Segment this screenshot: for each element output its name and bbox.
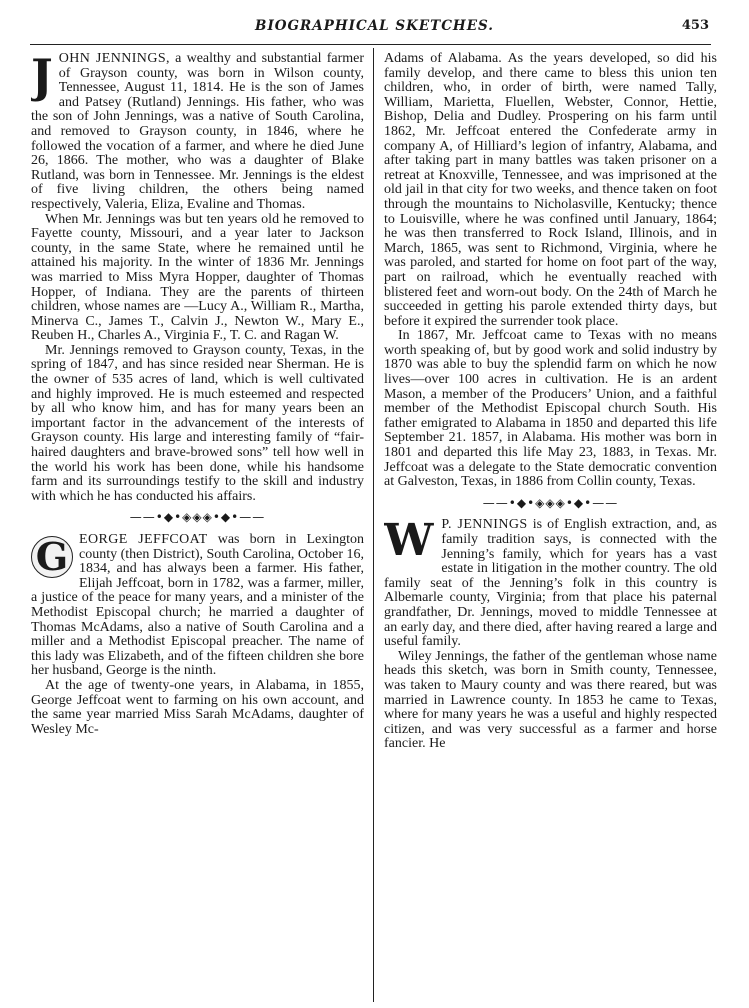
left-column xyxy=(31,52,364,1002)
sketch-text: was born in Lexington county (then District), South Carolina, October 16, 1834, and has always been a farmer. His father, Elijah Jeffcoat, born in 1782, was a farmer, miller, a justice of the peace for many years, and a minister of the Methodist Episcopal church; he married a daughter of Thomas McAdams, also a native of South Carolina and a miller and a Methodist Episcopal preacher. The name of this lady was Elizabeth, and of the fifteen children she bore her husband, George is the ninth. xyxy=(31,532,364,679)
sketch-name-john-jennings: OHN JENNINGS, xyxy=(58,52,170,66)
sketch-name-wp-jennings: P. JENNINGS xyxy=(441,517,528,533)
running-title: BIOGRAPHICAL SKETCHES. xyxy=(255,18,494,34)
section-ornament: ——•◆•◈◈◈•◆•—— xyxy=(129,510,266,525)
drop-cap-g: G xyxy=(31,536,73,578)
jeffcoat-paragraph-3: In 1867, Mr. Jeffcoat came to Texas with no means worth speaking of, but by good work and solid industry by 1870 was able to buy the splendid farm on which he now lives—over 100 acres in cultivation. He is an ardent Mason, a member of the Producers’ Union, and a faithful member of the Methodist Episcopal church South. His father emigrated to Alabama in 1850 and departed this life September 21. 1857, in Alabama. His mother was born in 1801 and departed this life May 23, 1883, in Texas. Mr. Jeffcoat was a delegate to the State democratic convention at Galveston, Texas, in 1886 from Collin county, Texas. xyxy=(384,328,717,490)
sketch-text: is of English extraction, and, as family tradition says, is connected with the Jenning’s family, which for years has a vast estate in litigation in the mother country. The old family seat of the Jenning’s folk in this country is Albemarle county, Virginia; from that place his paternal grandfather, Dr. Jennings, moved to middle Tennessee at an early day, and there died, after having reared a large and useful family. xyxy=(384,517,717,650)
jeffcoat-paragraph-2: At the age of twenty-one years, in Alabama, in 1855, George Jeffcoat went to farming on his own account, and the same year married Miss Sarah McAdams, daughter of Wesley Mc- xyxy=(31,677,364,737)
drop-cap-j: J xyxy=(31,52,53,103)
jeffcoat-paragraph-2-continued: Adams of Alabama. As the years developed, so did his family develop, and there came to bless this union ten children, who, in order of birth, were named Tally, William, Marietta, Fluellen, Webster, Connor, Hettie, Bishop, Delia and Dudley. Prospering on his farm until 1862, Mr. Jeffcoat entered the Confederate army in company A, of Hilliard’s legion of infantry, Alabama, and after taking part in many battles was taken prisoner on a retreat at Knoxville, Tennessee, and was imprisoned at the old jail in that city for two weeks, and thence taken on foot through the mountains to Nicholasville, Kentucky; thence to Louisville, where he was confined until January, 1864; he was then transferred to Rock Island, Illinois, and in March, 1865, was sent to Richmond, Virginia, where he was paroled, and started for home on foot part of the way, part on railroad, which he eventually reached with blistered feet and worn-out body. On the 24th of March he succeeded in getting his parole extended thirty days, but before it expired the surrender took place. xyxy=(384,52,717,329)
page-number: 453 xyxy=(681,18,709,33)
sketch-name-george-jeffcoat: EORGE JEFFCOAT xyxy=(79,532,208,547)
jennings-wp-paragraph-2: Wiley Jennings, the father of the gentleman whose name heads this sketch, was born in Smith county, Tennessee, was taken to Maury county and was there reared, but was married in Lawrence county. In 1853 he came to Texas, where for many years he was a useful and highly respected citizen, and was very successful as a farmer and horse fancier. He xyxy=(384,648,717,752)
drop-cap-w: W xyxy=(384,515,434,567)
column-divider xyxy=(373,48,374,1002)
jennings-john-paragraph-1 xyxy=(31,52,364,213)
section-ornament: ——•◆•◈◈◈•◆•—— xyxy=(482,495,619,510)
jennings-john-paragraph-2: When Mr. Jennings was but ten years old he removed to Fayette county, Missouri, and a year later to Jackson county, in the same State, where he remained until he attained his majority. In the winter of 1836 Mr. Jennings was married to Miss Myra Hopper, daughter of Thomas Hopper, of Indiana. They are the parents of thirteen children, whose names are —Lucy A., William R., Martha, Minerva C., James T., Calvin J., Newton W., Mary E., Reuben H., Charles A., Virginia F., T. C. and Ragan W. xyxy=(31,211,364,344)
jennings-wp-paragraph-1 xyxy=(384,515,717,650)
header-rule xyxy=(30,44,711,45)
sketch-text: a wealthy and substantial farmer of Grayson county, was born in Wilson county, Tennessee, August 11, 1814. He is the son of James and Patsey (Rutland) Jennings. His father, who was the son of John Jennings, was a native of South Carolina, and removed to Grayson county, in 1846, where he followed the vocation of a farmer, and where he died June 26, 1866. The mother, who was a daughter of Blake Rutland, was born in Tennessee. Mr. Jennings is the eldest of five living children, the others being named respectively, Valeria, Eliza, Evaline and Thomas. xyxy=(31,52,364,212)
jennings-john-paragraph-3: Mr. Jennings removed to Grayson county, Texas, in the spring of 1847, and has since resided near Sherman. He is the owner of 535 acres of land, which is well cultivated and highly improved. He is much esteemed and respected by all who know him, and has for many years been an important factor in the advancement of the interests of Grayson county. His large and interesting family of “fair-haired daughters and brave-browed sons” tell how well in the world his work has been done, while his handsome farm and its surroundings testify to the skill and industry with which he has conducted his affairs. xyxy=(31,342,364,504)
right-column xyxy=(384,52,717,1002)
page-header xyxy=(0,14,749,40)
jeffcoat-paragraph-1 xyxy=(31,533,364,679)
